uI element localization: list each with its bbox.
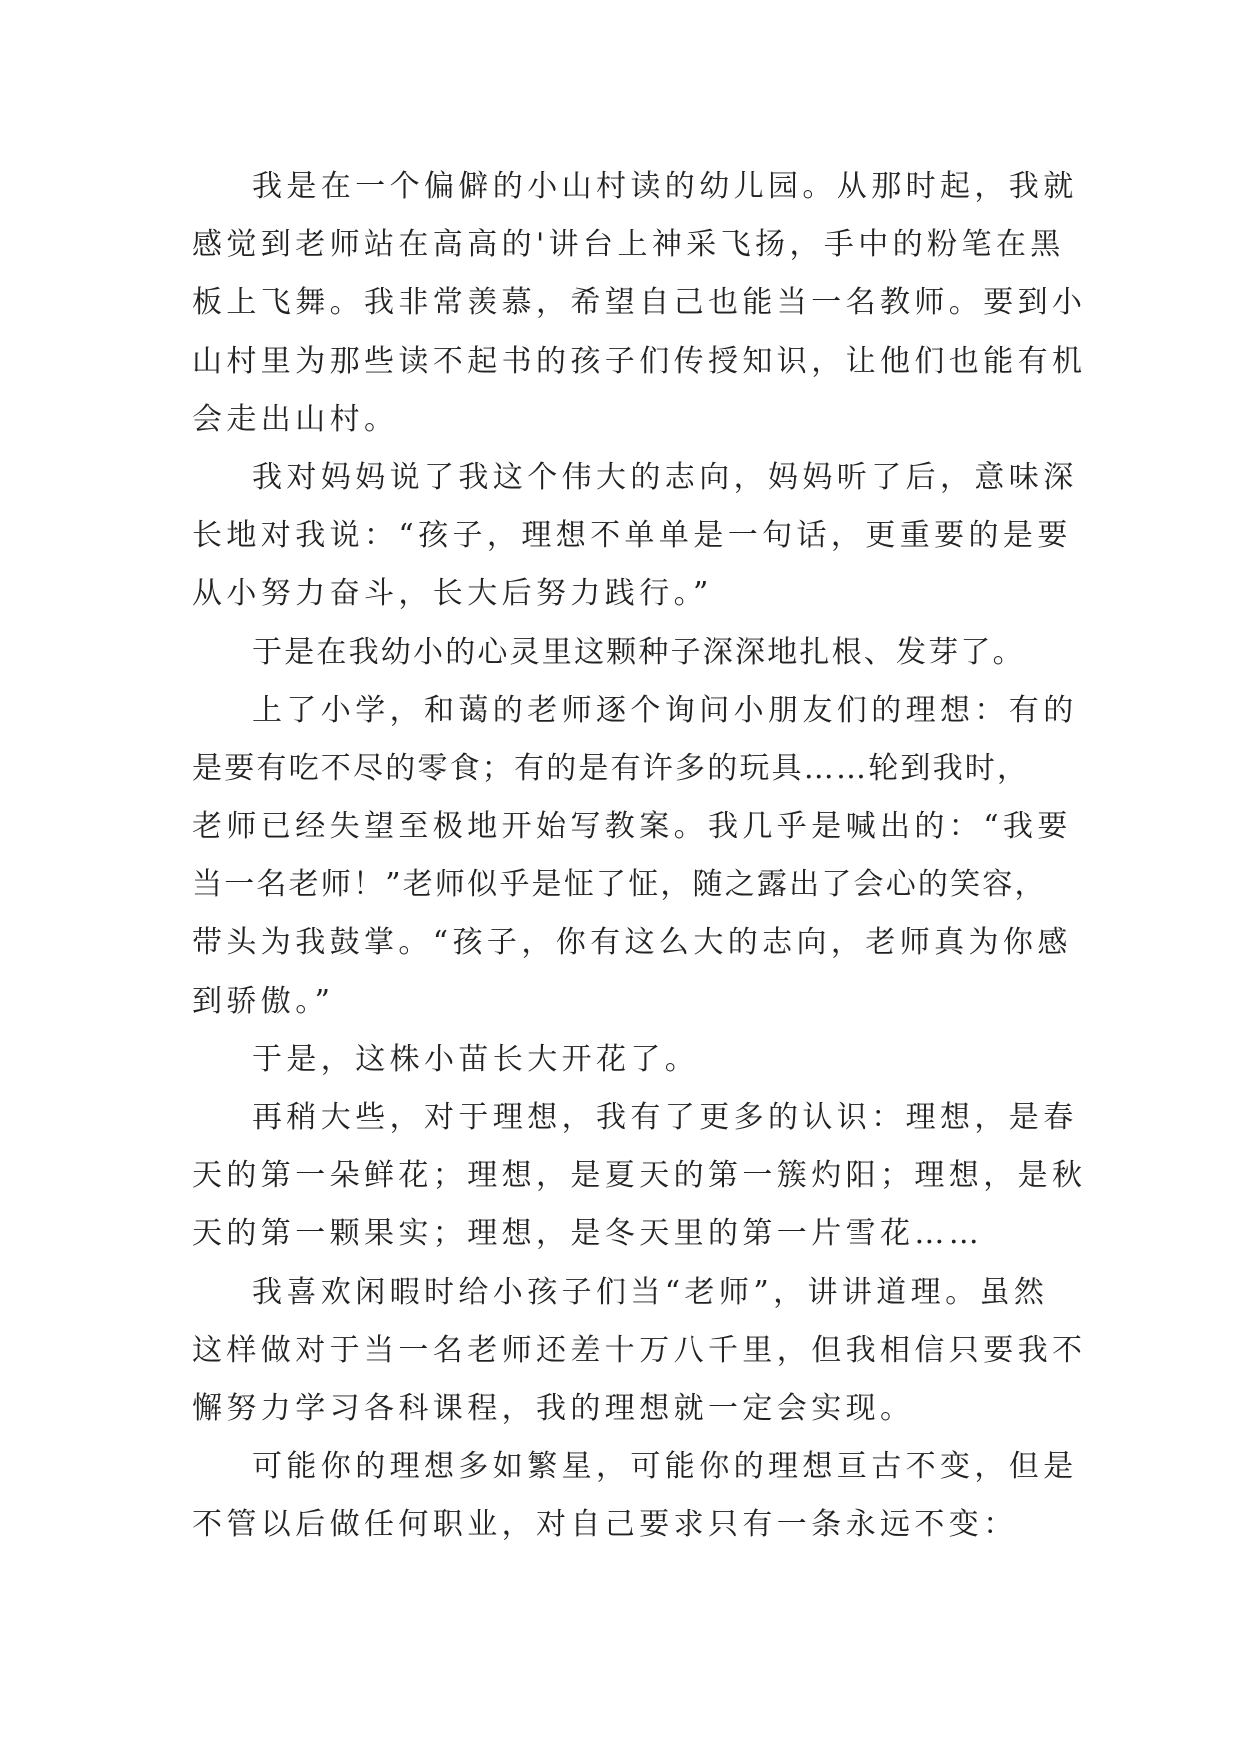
text-line: 山村里为那些读不起书的孩子们传授知识，让他们也能有机 [192,343,1087,379]
text-line: 上了小学，和蔼的老师逐个询问小朋友们的理想：有的 [252,692,1078,728]
text-line: 是要有吃不尽的零食；有的是有许多的玩具……轮到我时， [192,750,1030,786]
text-line: 于是，这株小苗长大开花了。 [252,1041,700,1077]
document-body [192,158,1087,1555]
text-line: 带头为我鼓掌。“孩子，你有这么大的志向，老师真为你感 [192,925,1072,961]
text-line: 懈努力学习各科课程，我的理想就一定会实现。 [192,1390,915,1426]
text-line: 我对妈妈说了我这个伟大的志向，妈妈听了后，意味深 [252,459,1078,495]
text-line: 当一名老师！”老师似乎是怔了怔，随之露出了会心的笑容， [192,867,1047,903]
paragraph-6 [192,1089,1087,1264]
text-line: 长地对我说：“孩子，理想不单单是一句话，更重要的是要 [192,518,1072,554]
text-line: 于是在我幼小的心灵里这颗种子深深地扎根、发芽了。 [252,634,1025,670]
text-line: 天的第一朵鲜花；理想，是夏天的第一簇灼阳；理想，是秋 [192,1158,1087,1194]
text-line: 我是在一个偏僻的小山村读的幼儿园。从那时起，我就 [252,169,1078,204]
text-line: 老师已经失望至极地开始写教案。我几乎是喊出的：“我要 [192,809,1072,845]
text-line: 会走出山村。 [192,401,399,437]
paragraph-5 [192,1031,1068,1089]
paragraph-7 [192,1264,1087,1439]
text-line: 天的第一颗果实；理想，是冬天里的第一片雪花…… [192,1216,984,1252]
text-line: 从小努力奋斗，长大后努力践行。” [192,576,713,612]
text-line: 到骄傲。” [192,983,335,1019]
text-line: 可能你的理想多如繁星，可能你的理想亘古不变，但是 [252,1449,1078,1485]
paragraph-3 [192,624,1068,682]
text-line: 板上飞舞。我非常羡慕，希望自己也能当一名教师。要到小 [192,285,1087,321]
text-line: 不管以后做任何职业，对自己要求只有一条永远不变： [192,1507,1018,1543]
paragraph-2 [192,449,1078,624]
text-line: 感觉到老师站在高高的'讲台上神采飞扬，手中的粉笔在黑 [192,227,1065,263]
text-line: 这样做对于当一名老师还差十万八千里，但我相信只要我不 [192,1332,1087,1368]
text-line: 再稍大些，对于理想，我有了更多的认识：理想，是春 [252,1100,1078,1135]
paragraph-8 [192,1438,1078,1554]
paragraph-4 [192,682,1078,1031]
text-line: 我喜欢闲暇时给小孩子们当“老师”，讲讲道理。虽然 [252,1274,1049,1310]
paragraph-1 [192,158,1087,449]
